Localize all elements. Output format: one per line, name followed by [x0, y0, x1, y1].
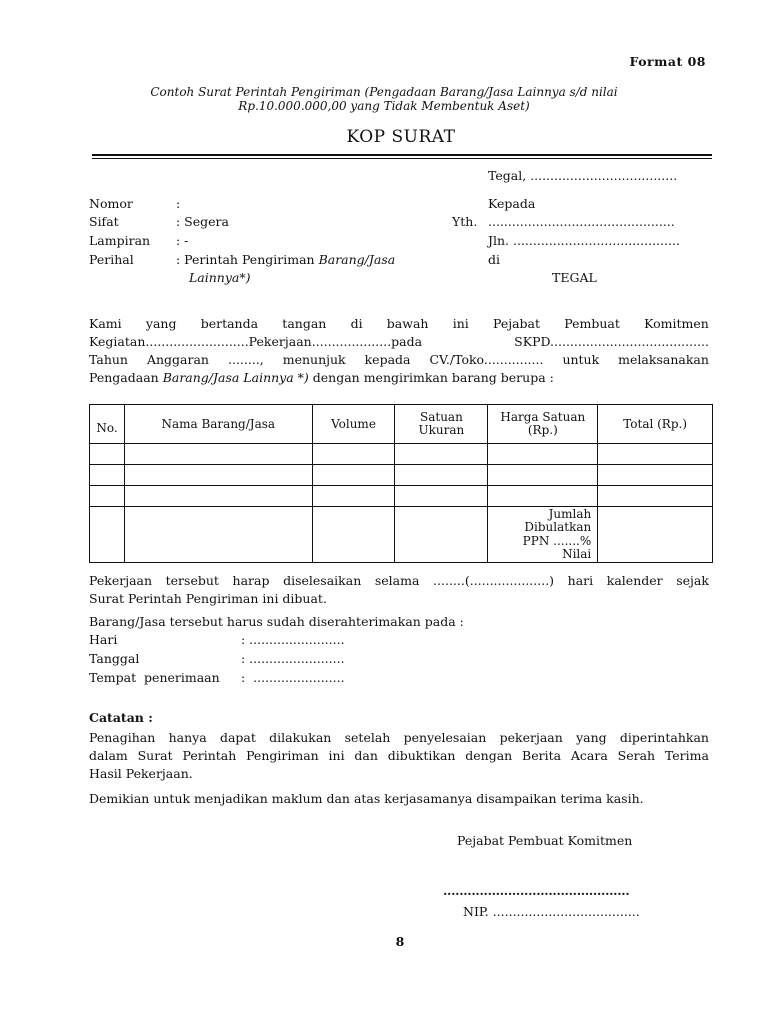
table-cell — [90, 444, 125, 465]
summary-labels-cell — [488, 507, 598, 563]
table-summary-row — [90, 507, 713, 563]
intro-line-4: Pengadaan Barang/Jasa Lainnya *) dengan mengirimkan barang berupa : — [89, 370, 554, 385]
nomor-label: Nomor — [89, 196, 133, 211]
table-cell — [598, 486, 713, 507]
completion-line-2: Surat Perintah Pengiriman ini dibuat. — [89, 591, 327, 606]
notes-title: Catatan : — [89, 710, 153, 725]
items-table — [89, 404, 713, 563]
sum-jumlah-label: Jumlah — [548, 506, 592, 521]
col-nama-header: Nama Barang/Jasa — [124, 405, 312, 444]
address-line: Jln. .......................................... — [488, 233, 680, 248]
completion-line-1: Pekerjaan tersebut harap diselesaikan selama ........(....................) hari kalender sejak — [89, 573, 709, 588]
table-cell — [312, 444, 395, 465]
table-cell — [124, 444, 312, 465]
table-cell — [90, 486, 125, 507]
yth-label: Yth. — [452, 214, 478, 229]
notes-line-2: dalam Surat Perintah Pengiriman ini dan dibuktikan dengan Berita Acara Serah Terima — [89, 748, 709, 763]
date-line: Tegal, ..................................... — [488, 168, 678, 183]
perihal-label: Perihal — [89, 252, 134, 267]
tanggal-value: : ........................ — [241, 651, 345, 666]
table-cell — [395, 507, 488, 563]
handover-title: Barang/Jasa tersebut harus sudah diserahterimakan pada : — [89, 614, 464, 629]
table-cell — [124, 507, 312, 563]
hari-value: : ........................ — [241, 632, 345, 647]
lampiran-label: Lampiran — [89, 233, 151, 248]
table-cell — [312, 507, 395, 563]
col-total-header: Total (Rp.) — [598, 405, 713, 444]
table-cell — [124, 465, 312, 486]
intro-paragraph — [89, 315, 709, 387]
caption-line-2: Rp.10.000.000,00 yang Tidak Membentuk Aset) — [238, 99, 530, 113]
tanggal-label: Tanggal — [89, 651, 140, 666]
table-cell — [488, 465, 598, 486]
kepada-label: Kepada — [488, 196, 536, 211]
col-no-header: No. — [90, 405, 125, 444]
table-row — [90, 465, 713, 486]
completion-paragraph — [89, 572, 709, 608]
table-cell — [90, 465, 125, 486]
table-cell — [124, 486, 312, 507]
sum-nilai-label: Nilai — [562, 547, 592, 561]
table-row — [90, 486, 713, 507]
lampiran-value: : - — [176, 233, 189, 248]
table-row — [90, 444, 713, 465]
nomor-colon: : — [176, 196, 181, 211]
col-harga-header: Harga Satuan (Rp.) — [488, 405, 598, 444]
notes-line-3: Hasil Pekerjaan. — [89, 766, 193, 781]
table-cell — [598, 444, 713, 465]
perihal-value-line2: Lainnya*) — [189, 270, 251, 285]
sum-dibulatkan-label: Dibulatkan — [524, 520, 592, 534]
signature-nip: NIP. ..................................... — [463, 904, 640, 919]
city-label: TEGAL — [552, 270, 597, 285]
sum-ppn-label: PPN .......% — [522, 533, 592, 548]
col-volume-header: Volume — [312, 405, 395, 444]
notes-paragraph — [89, 729, 709, 783]
header-rule-thin — [92, 158, 712, 159]
table-cell — [598, 465, 713, 486]
sifat-label: Sifat — [89, 214, 119, 229]
table-cell — [395, 486, 488, 507]
intro-line-3: Tahun Anggaran ........, menunjuk kepada CV./Toko............... untuk melaksanakan — [89, 352, 709, 367]
intro-line-1: Kami yang bertanda tangan di bawah ini Pejabat Pembuat Komitmen — [89, 316, 709, 331]
tempat-label: Tempat penerimaan — [89, 670, 220, 685]
signature-role: Pejabat Pembuat Komitmen — [457, 833, 633, 848]
di-label: di — [488, 252, 500, 267]
col-satuan-header: Satuan Ukuran — [395, 405, 488, 444]
table-header-row — [90, 405, 713, 444]
format-label: Format 08 — [629, 54, 706, 69]
notes-line-1: Penagihan hanya dapat dilakukan setelah penyelesaian pekerjaan yang diperintahkan — [89, 730, 709, 745]
tempat-value: : ....................... — [241, 670, 345, 685]
page-number: 8 — [395, 934, 405, 949]
perihal-value: : Perintah Pengiriman Barang/Jasa — [176, 252, 396, 267]
intro-line-2: Kegiatan..........................Pekerjaan....................pada SKPD........................................ — [89, 334, 709, 349]
table-cell — [598, 507, 713, 563]
kop-surat-title: KOP SURAT — [346, 127, 456, 147]
header-rule-thick — [92, 154, 712, 156]
closing-sentence: Demikian untuk menjadikan maklum dan atas kerjasamanya disampaikan terima kasih. — [89, 791, 644, 806]
sifat-value: : Segera — [176, 214, 229, 229]
table-cell — [312, 465, 395, 486]
yth-dots: ............................................... — [488, 214, 675, 229]
table-cell — [312, 486, 395, 507]
table-cell — [395, 465, 488, 486]
hari-label: Hari — [89, 632, 118, 647]
signature-name-dots: .............................................. — [443, 883, 630, 898]
table-cell — [488, 444, 598, 465]
table-cell — [395, 444, 488, 465]
caption-line-1: Contoh Surat Perintah Pengiriman (Pengadaan Barang/Jasa Lainnya s/d nilai — [150, 85, 618, 99]
table-cell — [488, 486, 598, 507]
table-cell — [90, 507, 125, 563]
